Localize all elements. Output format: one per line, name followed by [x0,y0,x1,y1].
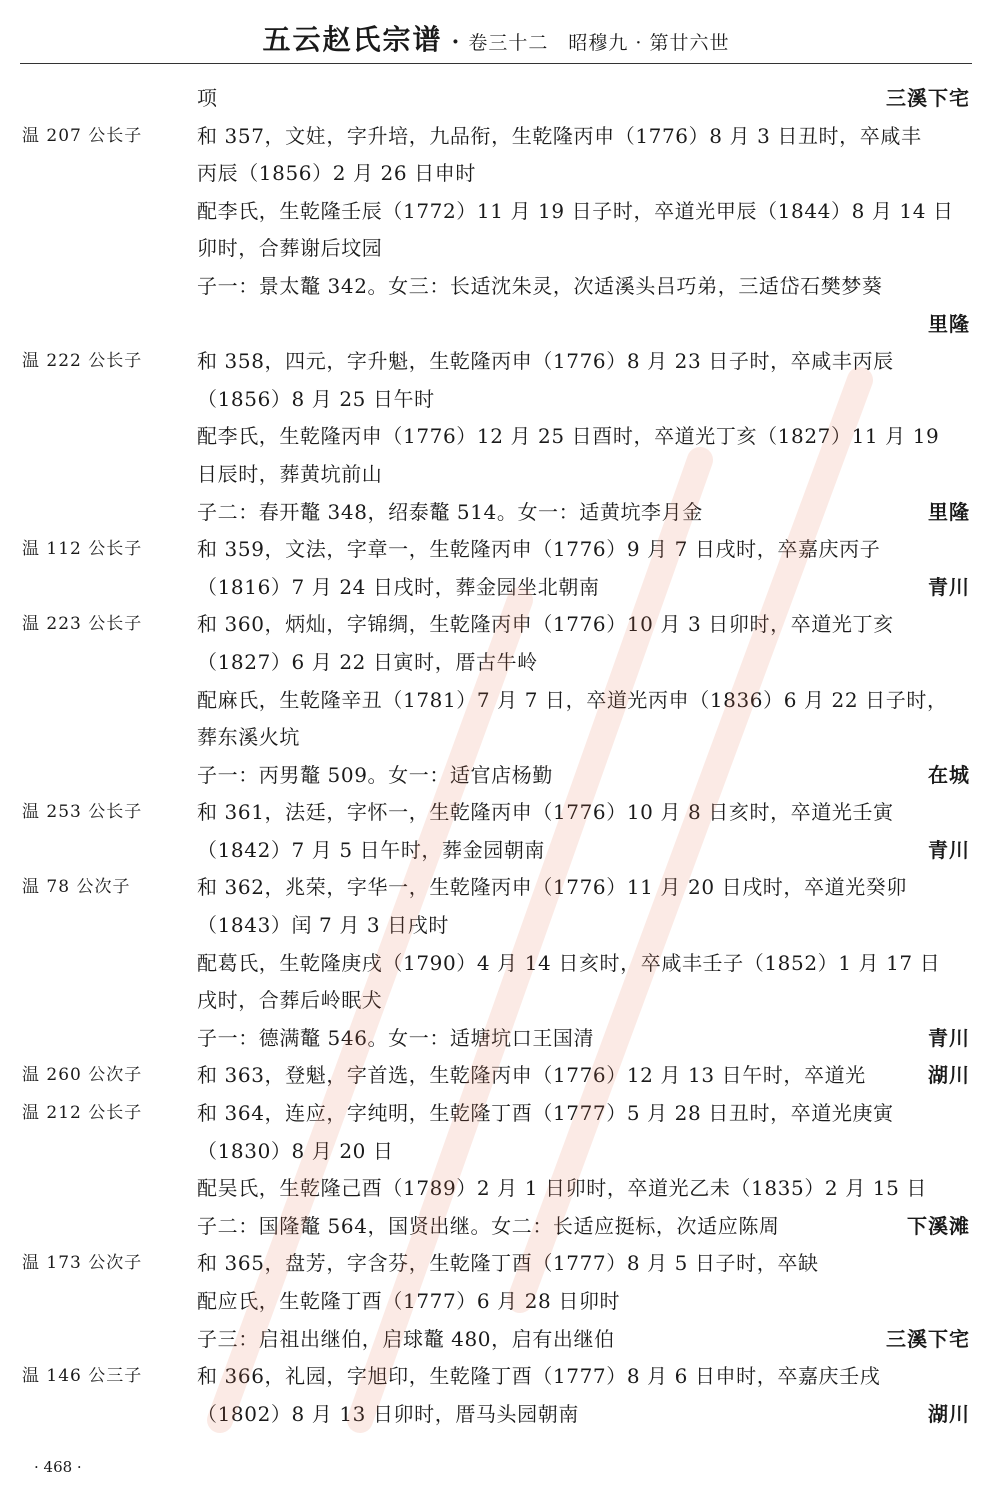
entry-text: 和 363，登魁，字首选，生乾隆丙申（1776）12 月 13 日午时，卒道光 [197,1063,866,1088]
entry-text: 丙辰（1856）2 月 26 日申时 [197,161,476,186]
entry-line [0,569,992,607]
lineage-ref: 温 78 公次子 [22,877,131,898]
volume-subtitle: 卷三十二 昭穆九 · 第廿六世 [468,32,730,54]
entry-text: 和 357，文妵，字升培，九品衔，生乾隆丙申（1776）8 月 3 日丑时，卒咸丰 [197,123,922,148]
residence-place: 青川 [928,574,970,599]
entry-line [0,644,992,682]
entry-text: （1856）8 月 25 日午时 [197,386,435,411]
book-title: 五云赵氏宗谱 [262,23,443,56]
entry-text: （1802）8 月 13 日卯时，厝马头园朝南 [197,1401,579,1426]
entry-text: 项 [197,86,218,110]
lineage-ref: 温 207 公长子 [22,125,143,146]
entry-line [0,1133,992,1171]
lineage-ref: 温 173 公次子 [22,1253,143,1274]
entry-text: （1816）7 月 24 日戌时，葬金园坐北朝南 [197,574,600,599]
genealogy-entries [0,80,992,1433]
entry-line [0,1095,992,1133]
residence-place: 青川 [928,837,970,862]
residence-place: 里隆 [928,499,970,524]
lineage-ref: 温 223 公长子 [22,614,143,635]
entry-text: 日辰时，葬黄坑前山 [197,461,383,486]
entry-text: 和 366，礼园，字旭印，生乾隆丁酉（1777）8 月 6 日申时，卒嘉庆壬戌 [197,1364,881,1389]
residence-place: 青川 [928,1025,970,1050]
entry-text: （1827）6 月 22 日寅时，厝古牛岭 [197,649,538,674]
lineage-ref: 温 212 公长子 [22,1103,143,1124]
entry-line [0,1020,992,1058]
entry-line [0,606,992,644]
entry-line [0,1208,992,1246]
entry-text: 子一：德满鼇 546。女一：适塘坑口王国清 [197,1025,595,1050]
residence-place: 湖川 [928,1401,970,1426]
entry-text: 配吴氏，生乾隆己酉（1789）2 月 1 日卯时，卒道光乙未（1835）2 月 15 日 [197,1176,927,1201]
page-header [0,18,992,58]
entry-line [0,230,992,268]
entry-text: （1842）7 月 5 日午时，葬金园朝南 [197,837,546,862]
entry-line [0,1358,992,1396]
entry-line [0,945,992,983]
entry-text: 子一：丙男鼇 509。女一：适官店杨勤 [197,762,553,787]
entry-line [0,719,992,757]
residence-place: 湖川 [928,1063,970,1088]
entry-text: 子三：启祖出继伯，启球鼇 480，启有出继伯 [197,1326,615,1351]
entry-text: 和 361，法廷，字怀一，生乾隆丙申（1776）10 月 8 日亥时，卒道光壬寅 [197,800,894,825]
residence-place: 下溪滩 [907,1213,970,1238]
entry-line [0,1170,992,1208]
entry-line [0,531,992,569]
entry-text: 子二：国隆鼇 564，国贤出继。女二：长适应挺标，次适应陈周 [197,1213,780,1238]
entry-line [0,381,992,419]
entry-line [0,1321,992,1359]
title-separator: · [451,29,460,55]
lineage-ref: 温 253 公长子 [22,802,143,823]
entry-text: 和 360，炳灿，字锦绸，生乾隆丙申（1776）10 月 3 日卯时，卒道光丁亥 [197,612,894,637]
entry-line [0,494,992,532]
entry-text: （1830）8 月 20 日 [197,1138,394,1163]
entry-line [0,118,992,156]
entry-text: 和 362，兆荣，字华一，生乾隆丙申（1776）11 月 20 日戌时，卒道光癸卯 [197,875,907,900]
entry-line [0,418,992,456]
entry-text: 卯时，合葬谢后坟园 [197,236,383,261]
entry-line [0,832,992,870]
entry-line [0,343,992,381]
entry-text: 配李氏，生乾隆壬辰（1772）11 月 19 日子时，卒道光甲辰（1844）8 月 14 日 [197,198,954,223]
entry-line [0,869,992,907]
entry-line [0,1283,992,1321]
entry-text: 和 364，连应，字纯明，生乾隆丁酉（1777）5 月 28 日丑时，卒道光庚寅 [197,1101,894,1126]
entry-text: 配应氏，生乾隆丁酉（1777）6 月 28 日卯时 [197,1289,621,1313]
lineage-ref: 温 260 公次子 [22,1065,143,1086]
entry-line [0,456,992,494]
lineage-ref: 温 222 公长子 [22,351,143,372]
entry-text: 配李氏，生乾隆丙申（1776）12 月 25 日酉时，卒道光丁亥（1827）11 月 19 [197,424,940,449]
entry-line [0,155,992,193]
entry-line [0,193,992,231]
entry-text: 配麻氏，生乾隆辛丑（1781）7 月 7 日，卒道光丙申（1836）6 月 22 日子时， [197,687,948,712]
lineage-ref: 温 112 公长子 [22,539,143,560]
header-rule [20,63,972,64]
entry-text: 和 365，盘芳，字含芬，生乾隆丁酉（1777）8 月 5 日子时，卒缺 [197,1251,819,1276]
residence-place: 在城 [928,762,970,787]
entry-text: 子一：景太鼇 342。女三：长适沈朱灵，次适溪头吕巧弟，三适岱石樊梦葵 [197,273,883,298]
entry-line [0,80,992,118]
lineage-ref: 温 146 公三子 [22,1366,143,1387]
entry-line [0,757,992,795]
entry-text: 和 358，四元，字升魁，生乾隆丙申（1776）8 月 23 日子时，卒咸丰丙辰 [197,349,894,374]
entry-line [0,1245,992,1283]
residence-place: 三溪下宅 [886,1326,970,1351]
entry-text: 子二：春开鼇 348，绍泰鼇 514。女一：适黄坑李月金 [197,499,703,524]
entry-line [0,306,992,344]
entry-line [0,1057,992,1095]
entry-text: 戌时，合葬后岭眠犬 [197,988,383,1013]
entry-text: 配葛氏，生乾隆庚戌（1790）4 月 14 日亥时，卒咸丰壬子（1852）1 月 17 日 [197,950,941,975]
entry-line [0,1396,992,1434]
entry-line [0,682,992,720]
entry-line [0,982,992,1020]
entry-text: 葬东溪火坑 [197,725,300,750]
page-number: · 468 · [34,1458,82,1476]
entry-text: 和 359，文法，字章一，生乾隆丙申（1776）9 月 7 日戌时，卒嘉庆丙子 [197,537,881,562]
entry-line [0,268,992,306]
residence-place: 里隆 [928,311,970,336]
entry-text: （1843）闰 7 月 3 日戌时 [197,913,449,938]
entry-line [0,794,992,832]
entry-line [0,907,992,945]
residence-place: 三溪下宅 [886,86,970,110]
